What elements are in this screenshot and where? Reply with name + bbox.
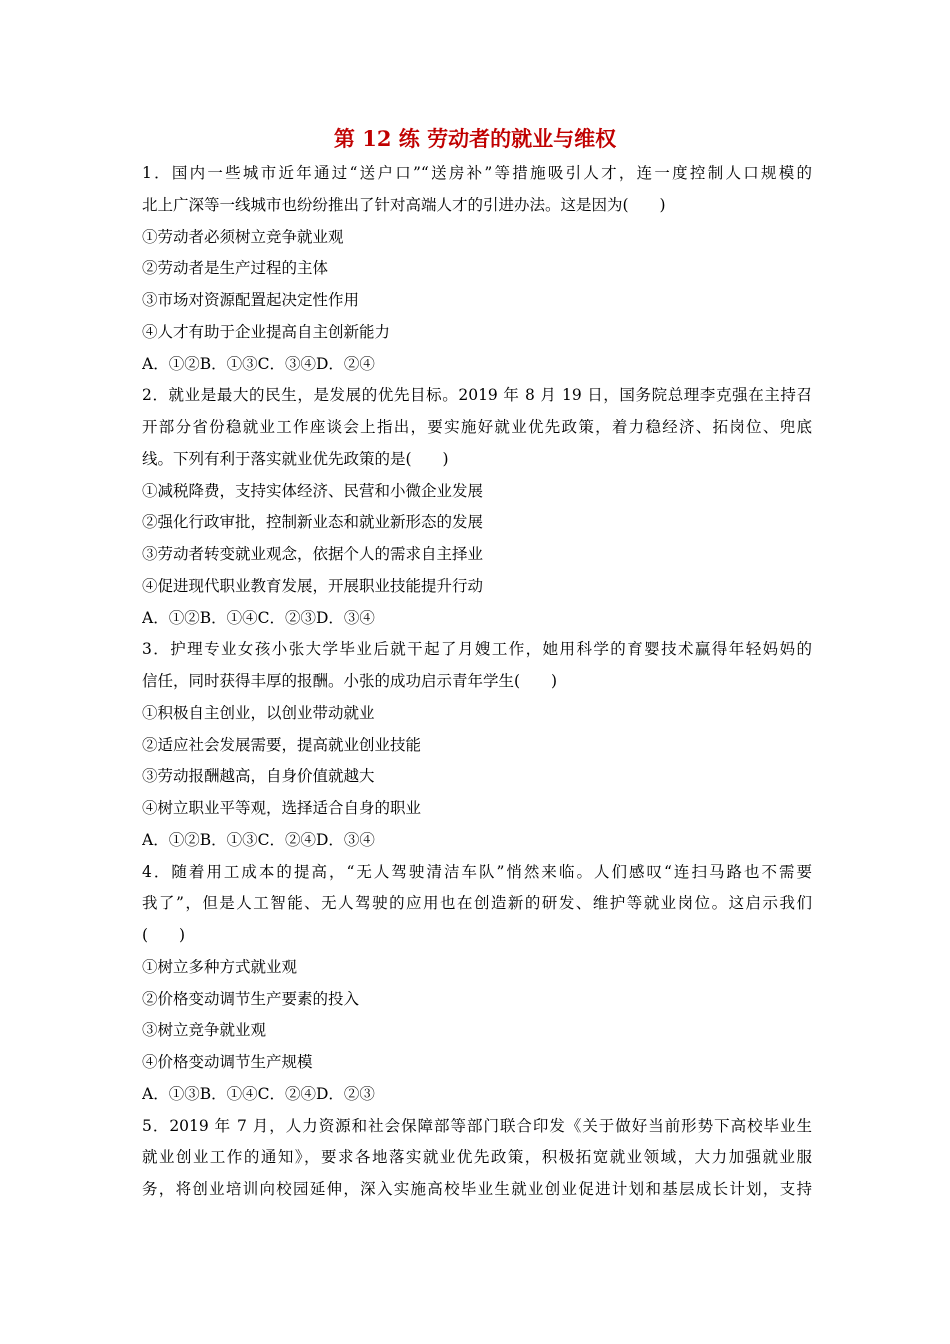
option-item: ③市场对资源配置起决定性作用 xyxy=(142,291,360,309)
option-item: ④促进现代职业教育发展，开展职业技能提升行动 xyxy=(142,576,484,595)
option-item: ④树立职业平等观，选择适合自身的职业 xyxy=(142,799,422,817)
question-stem-line: 线。下列有利于落实就业优先政策的是( ) xyxy=(142,449,449,468)
option-item: ①劳动者必须树立竞争就业观 xyxy=(142,227,344,246)
question-stem-line: 就业创业工作的通知》，要求各地落实就业优先政策，积极拓宽就业领域，大力加强就业服 xyxy=(142,1148,812,1167)
answer-choices: A．①②B．①③C．②④D．③④ xyxy=(142,830,375,849)
question-stem-line: 4．随着用工成本的提高，“无人驾驶清洁车队”悄然来临。人们感叹“连扫马路也不需要 xyxy=(142,862,812,881)
option-item: ②强化行政审批，控制新业态和就业新形态的发展 xyxy=(142,513,484,532)
question-stem-line: 我了”，但是人工智能、无人驾驶的应用也在创造新的研发、维护等就业岗位。这启示我们 xyxy=(142,894,812,913)
option-item: ①积极自主创业，以创业带动就业 xyxy=(142,703,375,722)
question-stem-line: 1．国内一些城市近年通过“送户口”“送房补”等措施吸引人才，连一度控制人口规模的 xyxy=(142,164,812,182)
question-stem-line: 信任，同时获得丰厚的报酬。小张的成功启示青年学生( ) xyxy=(142,672,558,690)
option-item: ③劳动者转变就业观念，依据个人的需求自主择业 xyxy=(142,545,484,563)
question-stem-line: ( ) xyxy=(142,926,186,944)
question-1 xyxy=(142,158,812,380)
answer-choices: A．①②B．①③C．③④D．②④ xyxy=(142,354,375,373)
answer-choices: A．①②B．①④C．②③D．③④ xyxy=(142,608,375,627)
question-2 xyxy=(142,380,812,634)
question-stem-line: 务，将创业培训向校园延伸，深入实施高校毕业生就业创业促进计划和基层成长计划，支持 xyxy=(142,1180,812,1198)
option-item: ④人才有助于企业提高自主创新能力 xyxy=(142,322,391,341)
option-item: ④价格变动调节生产规模 xyxy=(142,1053,313,1071)
question-stem-line: 2．就业是最大的民生，是发展的优先目标。2019 年 8 月 19 日，国务院总理李克强在主持召 xyxy=(142,386,812,405)
question-5 xyxy=(142,1111,812,1206)
question-list xyxy=(142,158,812,1206)
question-stem-line: 5．2019 年 7 月，人力资源和社会保障部等部门联合印发《关于做好当前形势下高校毕业生 xyxy=(142,1116,812,1135)
option-item: ③劳动报酬越高，自身价值就越大 xyxy=(142,767,375,786)
question-4 xyxy=(142,857,812,1111)
question-stem-line: 3．护理专业女孩小张大学毕业后就干起了月嫂工作，她用科学的育婴技术赢得年轻妈妈的 xyxy=(142,640,812,659)
question-stem-line: 北上广深等一线城市也纷纷推出了针对高端人才的引进办法。这是因为( ) xyxy=(142,195,666,214)
option-item: ①减税降费，支持实体经济、民营和小微企业发展 xyxy=(142,481,484,500)
question-3 xyxy=(142,634,812,856)
option-item: ②劳动者是生产过程的主体 xyxy=(142,259,329,278)
option-item: ②价格变动调节生产要素的投入 xyxy=(142,989,360,1008)
question-stem-line: 开部分省份稳就业工作座谈会上指出，要实施好就业优先政策，着力稳经济、拓岗位、兜底 xyxy=(142,418,812,436)
option-item: ③树立竞争就业观 xyxy=(142,1021,267,1040)
option-item: ①树立多种方式就业观 xyxy=(142,957,298,976)
answer-choices: A．①③B．①④C．②④D．②③ xyxy=(142,1084,375,1103)
page-title: 第 12 练 劳动者的就业与维权 xyxy=(333,126,617,151)
option-item: ②适应社会发展需要，提高就业创业技能 xyxy=(142,735,422,754)
